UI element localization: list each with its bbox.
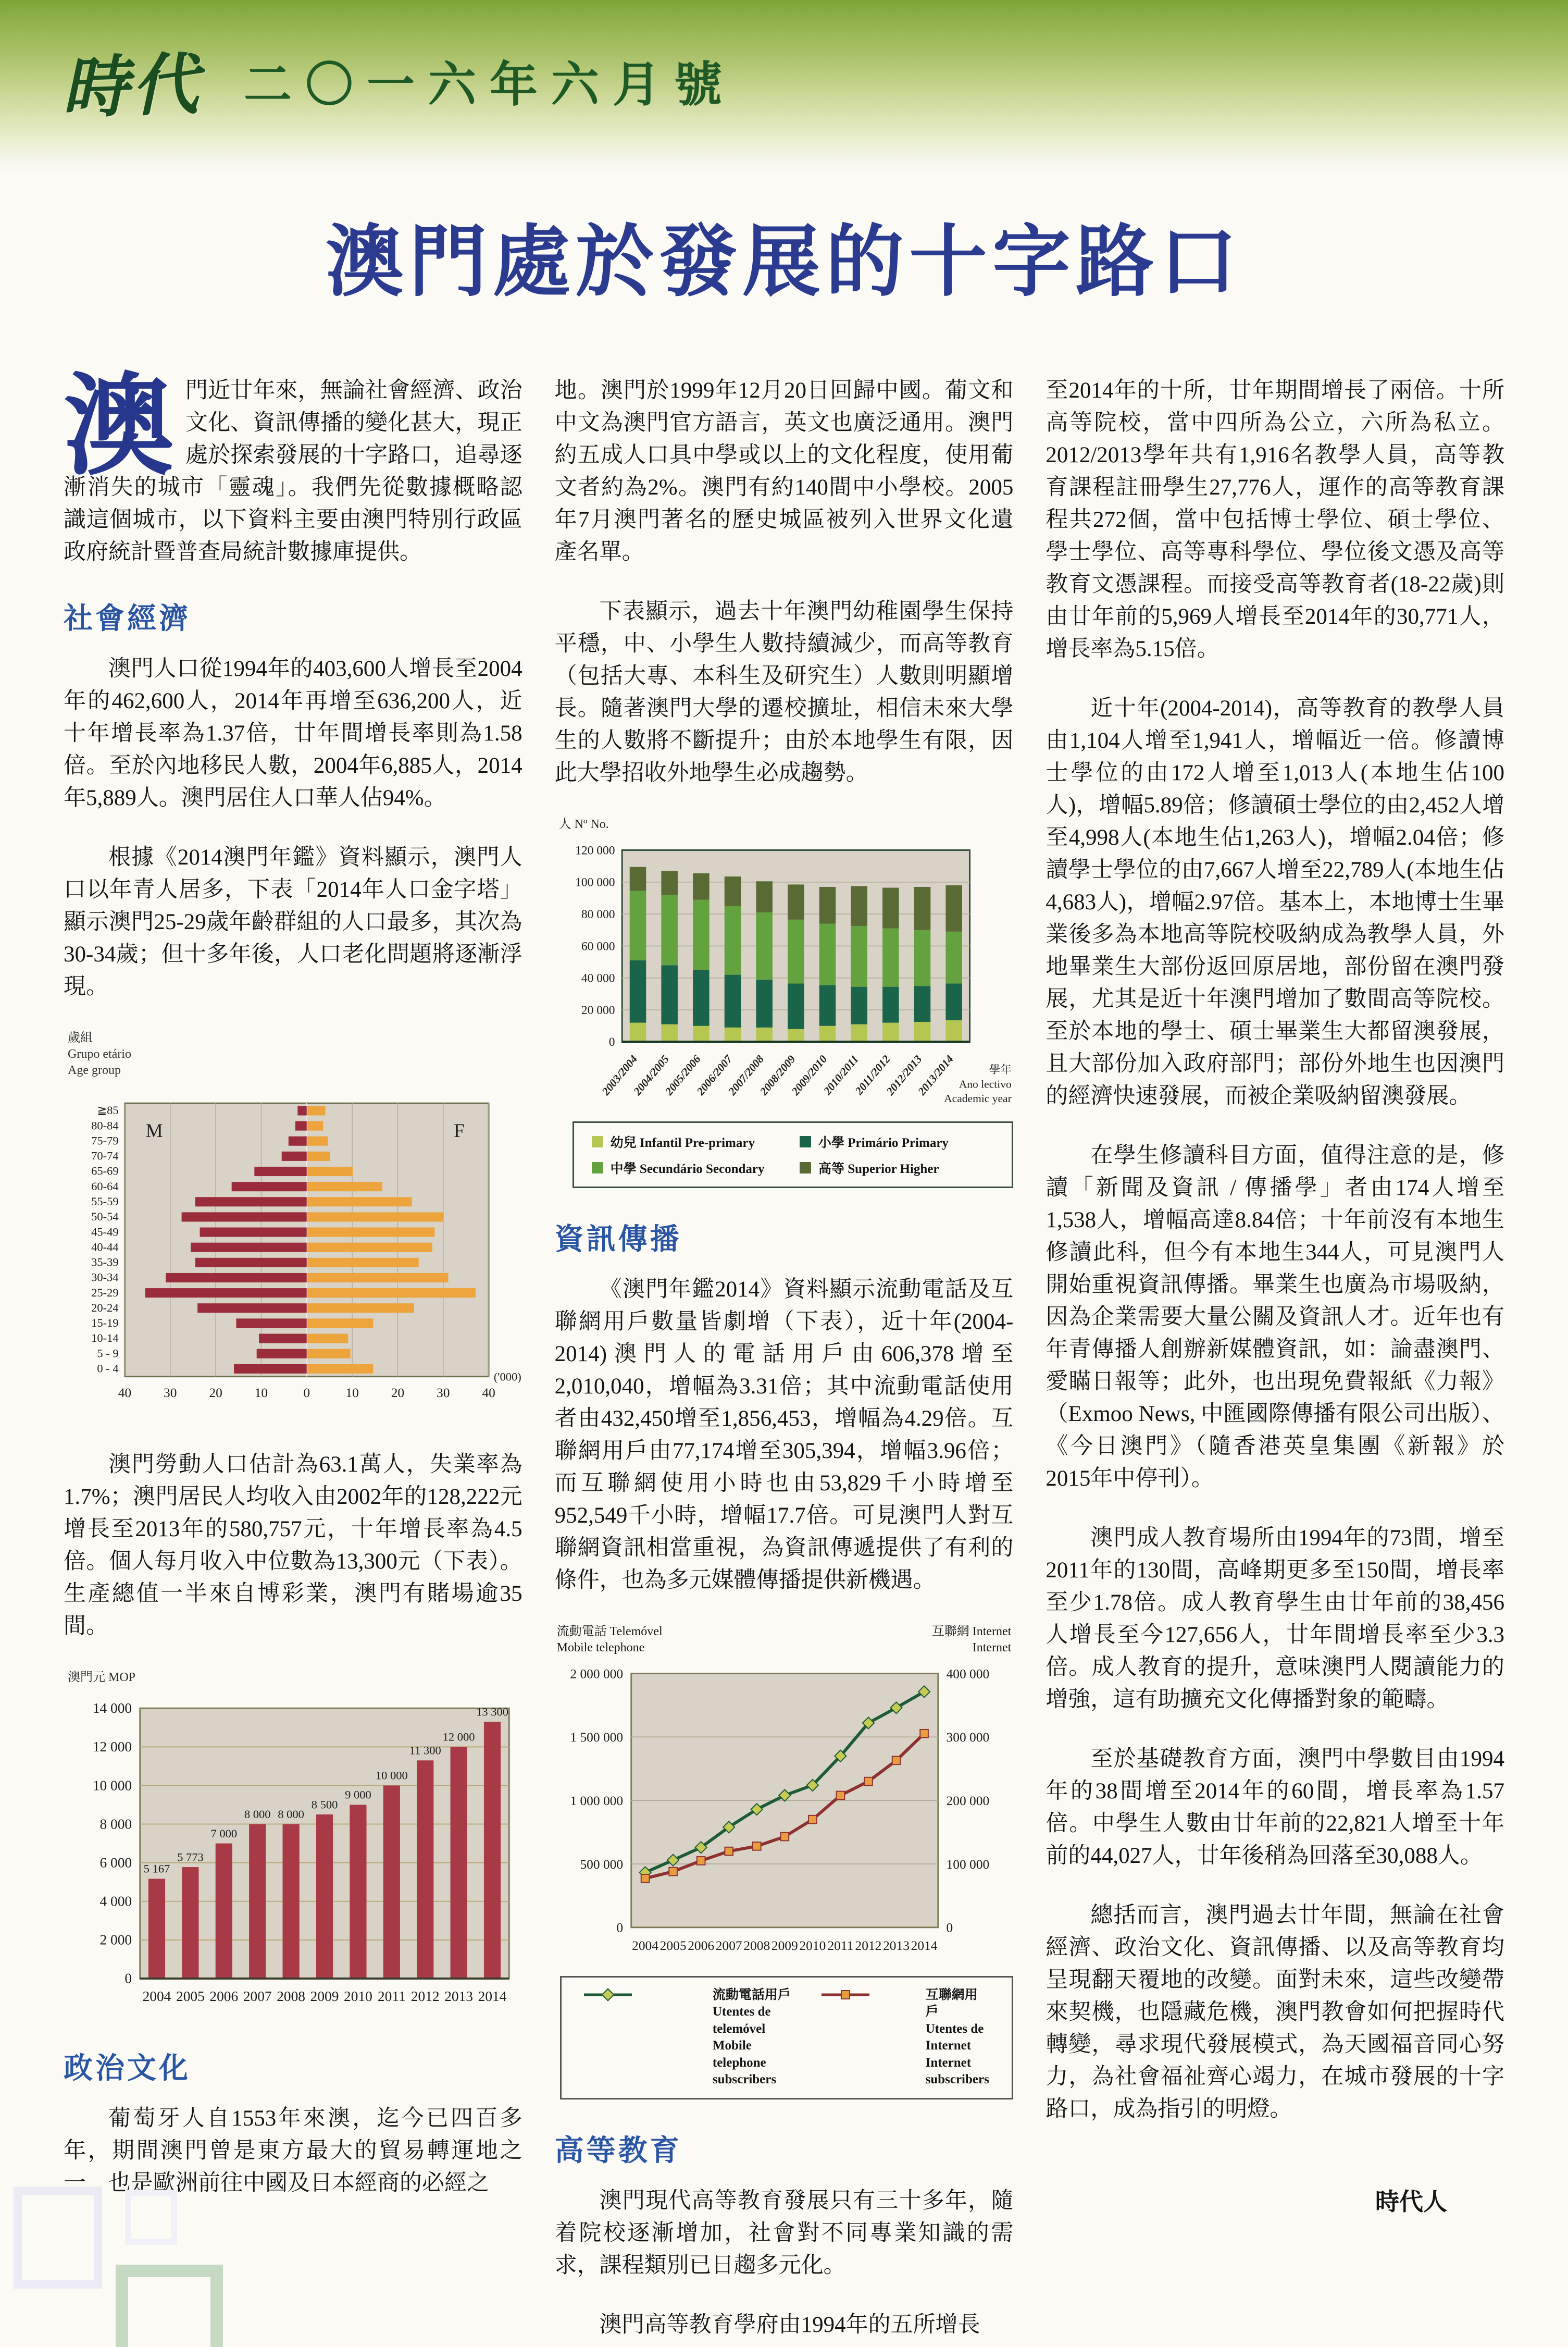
svg-text:50-54: 50-54 — [91, 1210, 119, 1224]
svg-text:2009: 2009 — [771, 1938, 798, 1954]
svg-text:11 300: 11 300 — [409, 1744, 441, 1757]
svg-text:2008: 2008 — [743, 1938, 770, 1954]
drop-cap: 澳 — [64, 365, 174, 488]
svg-text:25-29: 25-29 — [91, 1286, 119, 1299]
svg-text:2012: 2012 — [855, 1938, 882, 1954]
svg-text:10-14: 10-14 — [91, 1331, 119, 1345]
income-axis-label: 澳門元 MOP — [68, 1670, 136, 1684]
svg-text:2009/2010: 2009/2010 — [789, 1053, 830, 1098]
svg-text:2005: 2005 — [659, 1938, 687, 1954]
paragraph-handover: 地。澳門於1999年12月20日回歸中國。葡文和中文為澳門官方語言，英文也廣泛通用。澳門約五成人口具中學或以上的文化程度，使用葡文者約為2%。澳門有約140間中小學校。2005年7月澳門著名的歷史城區被列入世界文化遺產名單。 — [554, 378, 1014, 564]
paragraph-students-intro: 下表顯示，過去十年澳門幼稚園學生保持平穩，中、小學生人數持續減少，而高等教育（包括大專、本科生及研究生）人數則明顯增長。隨著澳門大學的遷校擴址，相信未來大學生的人數將不斷提升；由於本地學生有限，因此大學招收外地學生必成趨勢。 — [554, 599, 1014, 785]
svg-text:2004/2005: 2004/2005 — [631, 1053, 671, 1098]
svg-text:2011: 2011 — [377, 1988, 406, 2004]
legend-item — [820, 1987, 990, 2089]
svg-text:2010/2011: 2010/2011 — [820, 1053, 861, 1097]
svg-text:10 000: 10 000 — [92, 1777, 132, 1794]
telecom-chart-legend — [560, 1976, 1014, 2099]
svg-text:70-74: 70-74 — [91, 1149, 119, 1163]
svg-text:2008: 2008 — [277, 1988, 305, 2004]
students-stacked-svg — [555, 838, 1014, 1113]
svg-text:5 773: 5 773 — [177, 1850, 204, 1864]
column-1 — [64, 365, 522, 2347]
paragraph-higher-ed-growth: 澳門高等教育學府由1994年的五所增長 — [599, 2312, 980, 2337]
svg-text:0: 0 — [125, 1970, 132, 1986]
svg-text:6 000: 6 000 — [99, 1855, 132, 1871]
paragraph-degrees: 近十年(2004-2014)，高等教育的教學人員由1,104人增至1,941人，增幅近一倍。修讀博士學位的由172人增至1,013人(本地生佔100人)，增幅5.89倍；修讀碩士學位的由2,452人增至4,998人(本地生佔1,263人)，增幅2.04倍；修讀學士學位的由7,667人增至22,789人(本地生佔4,683人)，增幅2.97倍。基本上，本地博士生畢業後多為本地高等院校吸納成為教學人員，外地畢業生大部份返回原居地，部份留在澳門發展，尤其是近十年澳門增加了數間高等院校。至於本地的學士、碩士畢業生大都留澳發展，且大部份加入政府部門；部份外地生也因澳門的經濟快速發展，而被企業吸納留澳發展。 — [1046, 696, 1505, 1108]
paragraph-secondary-education: 至於基礎教育方面，澳門中學數目由1994年的38間增至2014年的60間，增長率為1.57倍。中學生人數由廿年前的22,821人增至十年前的44,027人，廿年後稍為回落至30,088人。 — [1046, 1746, 1505, 1868]
decorative-square-green — [116, 2265, 223, 2347]
svg-text:120 000: 120 000 — [575, 843, 615, 857]
legend-label: 幼兒 Infantil Pre-primary — [610, 1136, 755, 1151]
svg-text:35-39: 35-39 — [91, 1255, 119, 1269]
svg-text:2006/2007: 2006/2007 — [694, 1053, 735, 1098]
svg-text:40: 40 — [482, 1385, 495, 1400]
svg-text:2004: 2004 — [142, 1988, 171, 2004]
paragraph-labour-income: 澳門勞動人口估計為63.1萬人，失業率為1.7%；澳門居民人均收入由2002年的128,222元增長至2013年的580,757元，十年增長率為4.5倍。個人每月收入中位數為13,300元（下表）。生產總值一半來自博彩業，澳門有賭場逾35間。 — [64, 1452, 522, 1638]
legend-label: 小學 Primário Primary — [818, 1136, 949, 1151]
svg-text:0 - 4: 0 - 4 — [97, 1362, 119, 1375]
legend-item — [583, 1987, 803, 2089]
svg-text:2012: 2012 — [410, 1988, 440, 2004]
article-columns — [0, 365, 1568, 2347]
svg-text:30-34: 30-34 — [91, 1270, 119, 1284]
axis-label-line: 流動電話 Telemóvel — [556, 1625, 663, 1639]
lead-text: 門近廿年來，無論社會經濟、政治文化、資訊傳播的變化甚大，現正處於探索發展的十字路口，追尋逐漸消失的城市「靈魂」。我們先從數據概略認識這個城市，以下資料主要由澳門特別行政區政府統計暨普查局統計數據庫提供。 — [64, 378, 522, 564]
svg-text:2011: 2011 — [827, 1938, 854, 1954]
axis-label-line: Mobile telephone — [556, 1641, 645, 1655]
svg-text:20-24: 20-24 — [91, 1301, 119, 1315]
legend-label: 流動電話用戶 Utentes de telemóvel Mobile telephone subscribers — [712, 1987, 791, 2087]
legend-item — [592, 1132, 786, 1151]
svg-text:60-64: 60-64 — [91, 1179, 119, 1193]
legend-swatch — [592, 1162, 603, 1174]
paragraph-higher-ed-intro: 澳門現代高等教育發展只有三十多年，隨着院校逐漸增加，社會對不同專業知識的需求，課程類別已日趨多元化。 — [554, 2188, 1014, 2278]
svg-text:2009: 2009 — [310, 1988, 339, 2004]
svg-text:10: 10 — [345, 1385, 359, 1400]
decorative-square-small — [125, 2190, 177, 2245]
svg-text:F: F — [453, 1120, 465, 1142]
svg-text:2013: 2013 — [444, 1988, 473, 2004]
telecom-left-axis-label — [557, 1624, 663, 1656]
paragraph-adult-education: 澳門成人教育場所由1994年的73間，增至2011年的130間，高峰期更多至150間，增長率至少1.78倍。成人教育學生由廿年前的38,456人增長至今127,656人，廿年間增長率至少3.3倍。成人教育的提升，意味澳門人閱讀能力的增強，這有助擴充文化傳播對象的範疇。 — [1046, 1525, 1505, 1712]
svg-text:80 000: 80 000 — [581, 907, 615, 921]
svg-text:200 000: 200 000 — [946, 1793, 989, 1809]
population-pyramid-chart — [64, 1030, 522, 1420]
svg-text:2013: 2013 — [882, 1938, 910, 1954]
svg-text:13 300: 13 300 — [476, 1705, 508, 1719]
svg-text:15-19: 15-19 — [91, 1316, 119, 1330]
svg-text:2014: 2014 — [478, 1988, 507, 2004]
svg-text:0: 0 — [608, 1035, 615, 1049]
svg-text:20: 20 — [391, 1385, 405, 1400]
column-3 — [1046, 375, 1504, 2347]
svg-text:30: 30 — [164, 1385, 177, 1400]
svg-text:40: 40 — [118, 1385, 132, 1400]
section-social-economy: 社會經濟 — [64, 602, 191, 635]
students-y-axis-label: 人 Nº No. — [558, 817, 609, 831]
svg-text:0: 0 — [946, 1920, 953, 1936]
pyramid-axis-label — [68, 1030, 522, 1079]
telecom-right-axis-label — [932, 1624, 1012, 1656]
paragraph-institutions: 至2014年的十所，廿年期間增長了兩倍。十所高等院校，當中四所為公立，六所為私立。2012/2013學年共有1,916名教學人員，高等教育課程註冊學生27,776人，運作的高等教育課程共272個，當中包括博士學位、碩士學位、學士學位、高等專科學位、學位後文憑及高等教育文憑課程。而接受高等教育者(18-22歲)則由廿年前的5,969人增長至2014年的30,771人，增長率為5.15倍。 — [1046, 378, 1505, 661]
svg-text:14 000: 14 000 — [92, 1700, 132, 1716]
svg-text:≧85: ≧85 — [97, 1104, 119, 1117]
legend-swatch — [800, 1136, 811, 1147]
svg-text:4 000: 4 000 — [99, 1893, 132, 1909]
svg-text:Ano lectivo: Ano lectivo — [959, 1078, 1012, 1091]
legend-line-swatch — [820, 1987, 918, 2018]
svg-text:2006: 2006 — [687, 1938, 714, 1954]
paragraph-telecom: 《澳門年鑑2014》資料顯示流動電話及互聯網用戶數量皆劇增（下表），近十年(2004-2014)澳門人的電話用戶由606,378增至2,010,040，增幅為3.31倍；其中流動電話使用者由432,450增至1,856,453，增幅為4.29倍。互聯網用戶由77,174增至305,394，增幅3.96倍；而互聯網使用小時也由53,829千小時增至952,549千小時，增幅17.7倍。可見澳門人對互聯網資訊相當重視，為資訊傳遞提供了有利的條件，也為多元媒體傳播提供新機遇。 — [554, 1277, 1014, 1593]
svg-text:45-49: 45-49 — [91, 1225, 119, 1239]
svg-text:2004: 2004 — [631, 1938, 658, 1954]
svg-text:2003/2004: 2003/2004 — [599, 1053, 640, 1098]
section-info-communication: 資訊傳播 — [554, 1224, 682, 1256]
svg-text:1 500 000: 1 500 000 — [570, 1730, 623, 1745]
svg-text:8 000: 8 000 — [99, 1816, 132, 1832]
svg-text:55-59: 55-59 — [91, 1195, 119, 1208]
svg-text:40-44: 40-44 — [91, 1240, 119, 1254]
axis-label-line: 互聯網 Internet — [931, 1625, 1012, 1639]
svg-text:300 000: 300 000 — [946, 1730, 989, 1745]
svg-text:100 000: 100 000 — [575, 875, 615, 890]
column-2 — [555, 375, 1014, 2347]
svg-text:學年: 學年 — [989, 1063, 1012, 1076]
axis-label-line: Internet — [972, 1641, 1012, 1655]
svg-text:8 000: 8 000 — [244, 1807, 271, 1821]
svg-text:5 167: 5 167 — [143, 1862, 170, 1875]
article-title: 澳門處於發展的十字路口 — [325, 219, 1242, 306]
svg-text:1 000 000: 1 000 000 — [570, 1793, 623, 1809]
svg-text:2007: 2007 — [243, 1988, 272, 2004]
svg-text:8 000: 8 000 — [278, 1807, 304, 1821]
legend-label: 中學 Secundário Secondary — [610, 1162, 765, 1177]
svg-text:9 000: 9 000 — [345, 1788, 371, 1801]
svg-text:400 000: 400 000 — [946, 1666, 989, 1682]
svg-text:2010: 2010 — [344, 1988, 372, 2004]
svg-text:0: 0 — [616, 1920, 623, 1936]
svg-text:500 000: 500 000 — [580, 1857, 623, 1872]
svg-text:0: 0 — [303, 1385, 310, 1400]
svg-text:7 000: 7 000 — [210, 1826, 238, 1840]
legend-swatch — [800, 1162, 811, 1174]
svg-text:5 - 9: 5 - 9 — [97, 1347, 119, 1360]
section-politics-culture: 政治文化 — [64, 2053, 191, 2085]
pyramid-axis-label-pt: Grupo etário — [68, 1047, 131, 1061]
svg-text:2011/2012: 2011/2012 — [852, 1053, 893, 1097]
svg-text:60 000: 60 000 — [581, 939, 615, 953]
legend-line-swatch — [583, 1987, 705, 2025]
legend-item — [800, 1158, 994, 1177]
svg-text:12 000: 12 000 — [92, 1739, 132, 1755]
svg-text:100 000: 100 000 — [946, 1857, 989, 1872]
svg-text:2006: 2006 — [209, 1988, 239, 2004]
svg-text:2005: 2005 — [176, 1988, 205, 2004]
paragraph-population: 澳門人口從1994年的403,600人增長至2004年的462,600人，2014年再增至636,200人，近十年增長率為1.37倍，廿年間增長率則為1.58倍。至於內地移民人數，2004年6,885人，2014年5,889人。澳門居住人口華人佔94%。 — [64, 656, 522, 810]
legend-label: 互聯網用戶 Utentes de Internet Internet subscribers — [925, 1987, 989, 2087]
svg-text:40 000: 40 000 — [581, 971, 615, 985]
byline: 時代人 — [1375, 2188, 1448, 2215]
legend-label: 高等 Superior Higher — [818, 1162, 939, 1177]
telecom-axis-heads — [557, 1624, 1012, 1656]
svg-text:2007/2008: 2007/2008 — [726, 1053, 766, 1098]
section-higher-education: 高等教育 — [554, 2134, 682, 2167]
svg-text:10 000: 10 000 — [375, 1769, 408, 1782]
svg-text:2013/2014: 2013/2014 — [915, 1053, 956, 1098]
students-chart-legend — [573, 1121, 1014, 1188]
svg-text:10: 10 — [254, 1385, 268, 1400]
paragraph-portuguese-history: 葡萄牙人自1553年來澳，迄今已四百多年，期間澳門曾是東方最大的貿易轉運地之一，也是歐洲前往中國及日本經商的必經之 — [64, 2106, 522, 2196]
svg-text:65-69: 65-69 — [91, 1164, 119, 1178]
paragraph-pyramid-intro: 根據《2014澳門年鑑》資料顯示，澳門人口以年青人居多，下表「2014年人口金字塔」顯示澳門25-29歲年齡群組的人口最多，其次為30-34歲；但十多年後，人口老化問題將逐漸浮現。 — [64, 845, 522, 999]
svg-text:80-84: 80-84 — [91, 1119, 119, 1132]
issue-label: 二〇一六年六月號 — [244, 58, 736, 112]
telecom-line-svg — [555, 1661, 1014, 1967]
svg-text:75-79: 75-79 — [91, 1134, 119, 1147]
svg-text:12 000: 12 000 — [442, 1730, 475, 1744]
svg-text:('000): ('000) — [493, 1370, 521, 1384]
svg-text:2 000: 2 000 — [99, 1932, 132, 1948]
lead-paragraph — [64, 365, 522, 569]
income-bar-chart — [64, 1670, 522, 2017]
magazine-logo: 時代 — [60, 47, 203, 127]
legend-item — [592, 1158, 786, 1177]
svg-text:8 500: 8 500 — [311, 1798, 338, 1811]
svg-text:M: M — [145, 1120, 163, 1142]
masthead — [0, 0, 1568, 177]
students-stacked-chart — [555, 817, 1014, 1189]
svg-text:Academic year: Academic year — [943, 1092, 1012, 1105]
svg-text:2 000 000: 2 000 000 — [570, 1666, 623, 1682]
svg-text:2014: 2014 — [911, 1938, 938, 1954]
paragraph-media-studies: 在學生修讀科目方面，值得注意的是，修讀「新聞及資訊 / 傳播學」者由174人增至1,538人，增幅高達8.84倍；十年前沒有本地生修讀此科，但今有本地生344人，可見澳門人開始重視資訊傳播。畢業生也廣為市場吸納，因為企業需要大量公關及資訊人才。近年也有年青傳播人創辦新媒體資訊，如：論盡澳門、愛瞞日報等；此外，也出現免費報紙《力報》（Exmoo News, 中匯國際傳播有限公司出版）、《今日澳門》（隨香港英皇集團《新報》於2015年中停刊）。 — [1046, 1143, 1505, 1491]
pyramid-axis-label-en: Age group — [68, 1063, 121, 1077]
pyramid-axis-label-zh: 歲組 — [68, 1031, 93, 1045]
decorative-square-large — [14, 2187, 102, 2289]
svg-text:2012/2013: 2012/2013 — [883, 1053, 925, 1098]
svg-text:20: 20 — [209, 1385, 222, 1400]
svg-text:2008/2009: 2008/2009 — [757, 1053, 798, 1098]
legend-swatch — [592, 1136, 603, 1147]
income-bar-svg — [64, 1691, 522, 2017]
svg-text:2005/2006: 2005/2006 — [662, 1053, 703, 1098]
telecom-line-chart — [555, 1624, 1014, 2099]
svg-text:2007: 2007 — [715, 1938, 742, 1954]
legend-item — [800, 1132, 994, 1151]
svg-text:2010: 2010 — [799, 1938, 826, 1954]
svg-text:30: 30 — [437, 1385, 450, 1400]
population-pyramid-svg — [64, 1084, 522, 1420]
paragraph-conclusion: 總括而言，澳門過去廿年間，無論在社會經濟、政治文化、資訊傳播、以及高等教育均呈現翻天覆地的改變。面對未來，這些改變帶來契機，也隱藏危機，澳門教會如何把握時代轉變，尋求現代發展模式，為天國福音同心努力，為社會福祉齊心竭力，在城市發展的十字路口，成為指引的明燈。 — [1046, 1903, 1505, 2121]
svg-text:20 000: 20 000 — [581, 1003, 615, 1017]
